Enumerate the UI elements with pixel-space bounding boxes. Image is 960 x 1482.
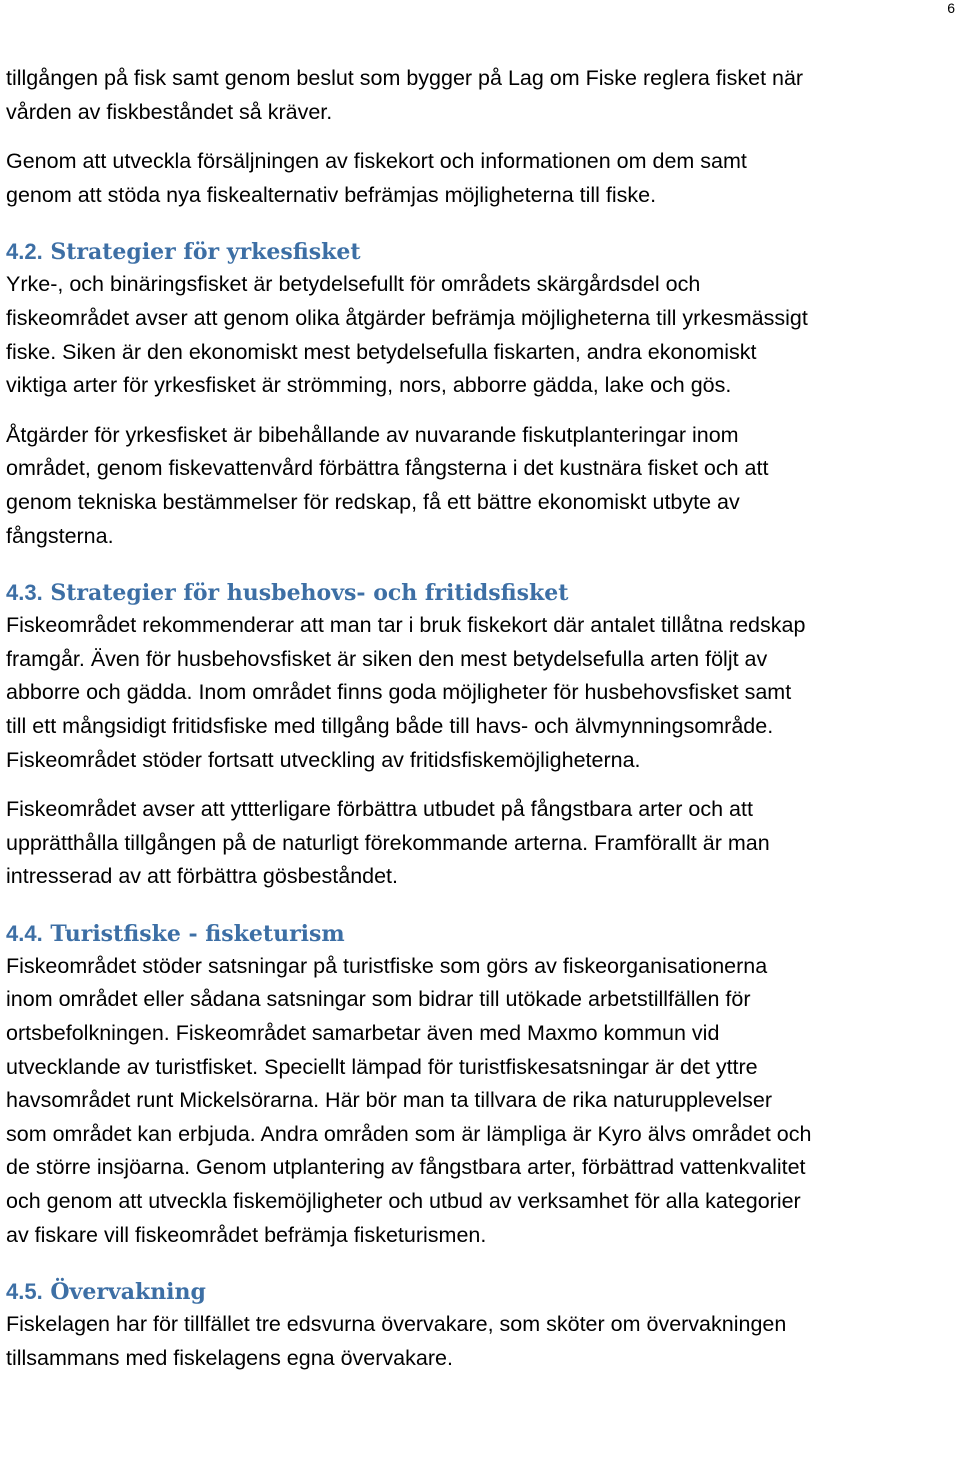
- paragraph: [6, 793, 958, 894]
- text-line: de större insjöarna. Genom utplantering av fångstbara arter, förbättrad vattenkvalitet: [6, 1155, 806, 1180]
- page-number: 6: [947, 0, 955, 16]
- section-heading: [6, 236, 958, 268]
- text-line: som området kan erbjuda. Andra områden som är lämpliga är Kyro älvs området och: [6, 1121, 812, 1146]
- text-line: Genom att utveckla försäljningen av fiskekort och informationen om dem samt: [6, 149, 747, 174]
- text-line: intresserad av att förbättra gösbeståndet.: [6, 864, 399, 889]
- section-number: 4.5.: [6, 1279, 43, 1305]
- intro-paragraph: [6, 145, 958, 212]
- text-line: tillgången på fisk samt genom beslut som bygger på Lag om Fiske reglera fisket när: [6, 66, 804, 90]
- text-line: ortsbefolkningen. Fiskeområdet samarbetar även med Maxmo kommun vid: [6, 1021, 720, 1046]
- section-heading: [6, 1276, 958, 1308]
- section-heading: [6, 577, 958, 609]
- text-line: havsområdet runt Mickelsörarna. Här bör man ta tillvara de rika naturupplevelser: [6, 1088, 772, 1113]
- paragraph: [6, 950, 958, 1252]
- text-line: Fiskeområdet avser att yttterligare förbättra utbudet på fångstbara arter och att: [6, 797, 753, 822]
- text-line: abborre och gädda. Inom området finns goda möjligheter för husbehovsfisket samt: [6, 680, 792, 705]
- section-turistfiske: [6, 918, 958, 1252]
- paragraph: [6, 419, 958, 553]
- section-number: 4.2.: [6, 239, 43, 265]
- intro-paragraph: [6, 62, 958, 129]
- text-line: och genom att utveckla fiskemöjligheter och utbud av verksamhet för alla kategorier: [6, 1189, 801, 1214]
- text-line: Fiskelagen har för tillfället tre edsvurna övervakare, som sköter om övervakningen: [6, 1312, 787, 1337]
- text-line: området, genom fiskevattenvård förbättra fångsterna i det kustnära fisket och att: [6, 456, 769, 481]
- text-line: av fiskare vill fiskeområdet befrämja fisketurismen.: [6, 1222, 487, 1247]
- paragraph: [6, 609, 958, 777]
- section-heading: [6, 918, 958, 950]
- section-strategier-husbehovsfisket: [6, 577, 958, 894]
- document-body: [6, 62, 958, 1375]
- text-line: genom tekniska bestämmelser för redskap, få ett bättre ekonomiskt utbyte av: [6, 489, 740, 514]
- text-line: till ett mångsidigt fritidsfiske med tillgång både till havs- och älvmynningsområde.: [6, 713, 774, 738]
- section-title: Strategier för yrkesfisket: [50, 239, 361, 266]
- text-line: vården av fiskbeståndet så kräver.: [6, 99, 333, 124]
- text-line: inom området eller sådana satsningar som bidrar till utökade arbetstillfällen för: [6, 987, 751, 1012]
- section-title: Turistfiske - fisketurism: [50, 920, 345, 947]
- text-line: Fiskeområdet stöder satsningar på turistfiske som görs av fiskeorganisationerna: [6, 953, 768, 978]
- text-line: genom att stöda nya fiskealternativ befrämjas möjligheterna till fiske.: [6, 182, 657, 207]
- section-title: Strategier för husbehovs- och fritidsfisket: [50, 580, 569, 607]
- section-strategier-yrkesfisket: [6, 236, 958, 553]
- text-line: fiskeområdet avser att genom olika åtgärder befrämja möjligheterna till yrkesmässigt: [6, 305, 808, 330]
- text-line: Åtgärder för yrkesfisket är bibehållande av nuvarande fiskutplanteringar inom: [6, 422, 739, 447]
- text-line: utvecklande av turistfisket. Speciellt lämpad för turistfiskesatsningar är det yttre: [6, 1054, 758, 1079]
- text-line: viktiga arter för yrkesfisket är strömming, nors, abborre gädda, lake och gös.: [6, 373, 732, 398]
- section-title: Övervakning: [50, 1279, 206, 1306]
- text-line: fångsterna.: [6, 523, 114, 548]
- text-line: framgår. Även för husbehovsfisket är siken den mest betydelsefulla arten följt av: [6, 646, 768, 671]
- text-line: fiske. Siken är den ekonomiskt mest betydelsefulla fiskarten, andra ekonomiskt: [6, 339, 757, 364]
- text-line: tillsammans med fiskelagens egna övervakare.: [6, 1345, 453, 1370]
- text-line: Fiskeområdet rekommenderar att man tar i bruk fiskekort där antalet tillåtna redskap: [6, 613, 806, 638]
- text-line: Yrke-, och binäringsfisket är betydelsefullt för områdets skärgårdsdel och: [6, 272, 701, 297]
- section-number: 4.3.: [6, 580, 43, 606]
- paragraph: [6, 1308, 958, 1375]
- text-line: Fiskeområdet stöder fortsatt utveckling av fritidsfiskemöjligheterna.: [6, 747, 641, 772]
- section-overvakning: [6, 1276, 958, 1375]
- text-line: upprätthålla tillgången på de naturligt förekommande arterna. Framförallt är man: [6, 830, 770, 855]
- section-number: 4.4.: [6, 920, 43, 946]
- paragraph: [6, 268, 958, 402]
